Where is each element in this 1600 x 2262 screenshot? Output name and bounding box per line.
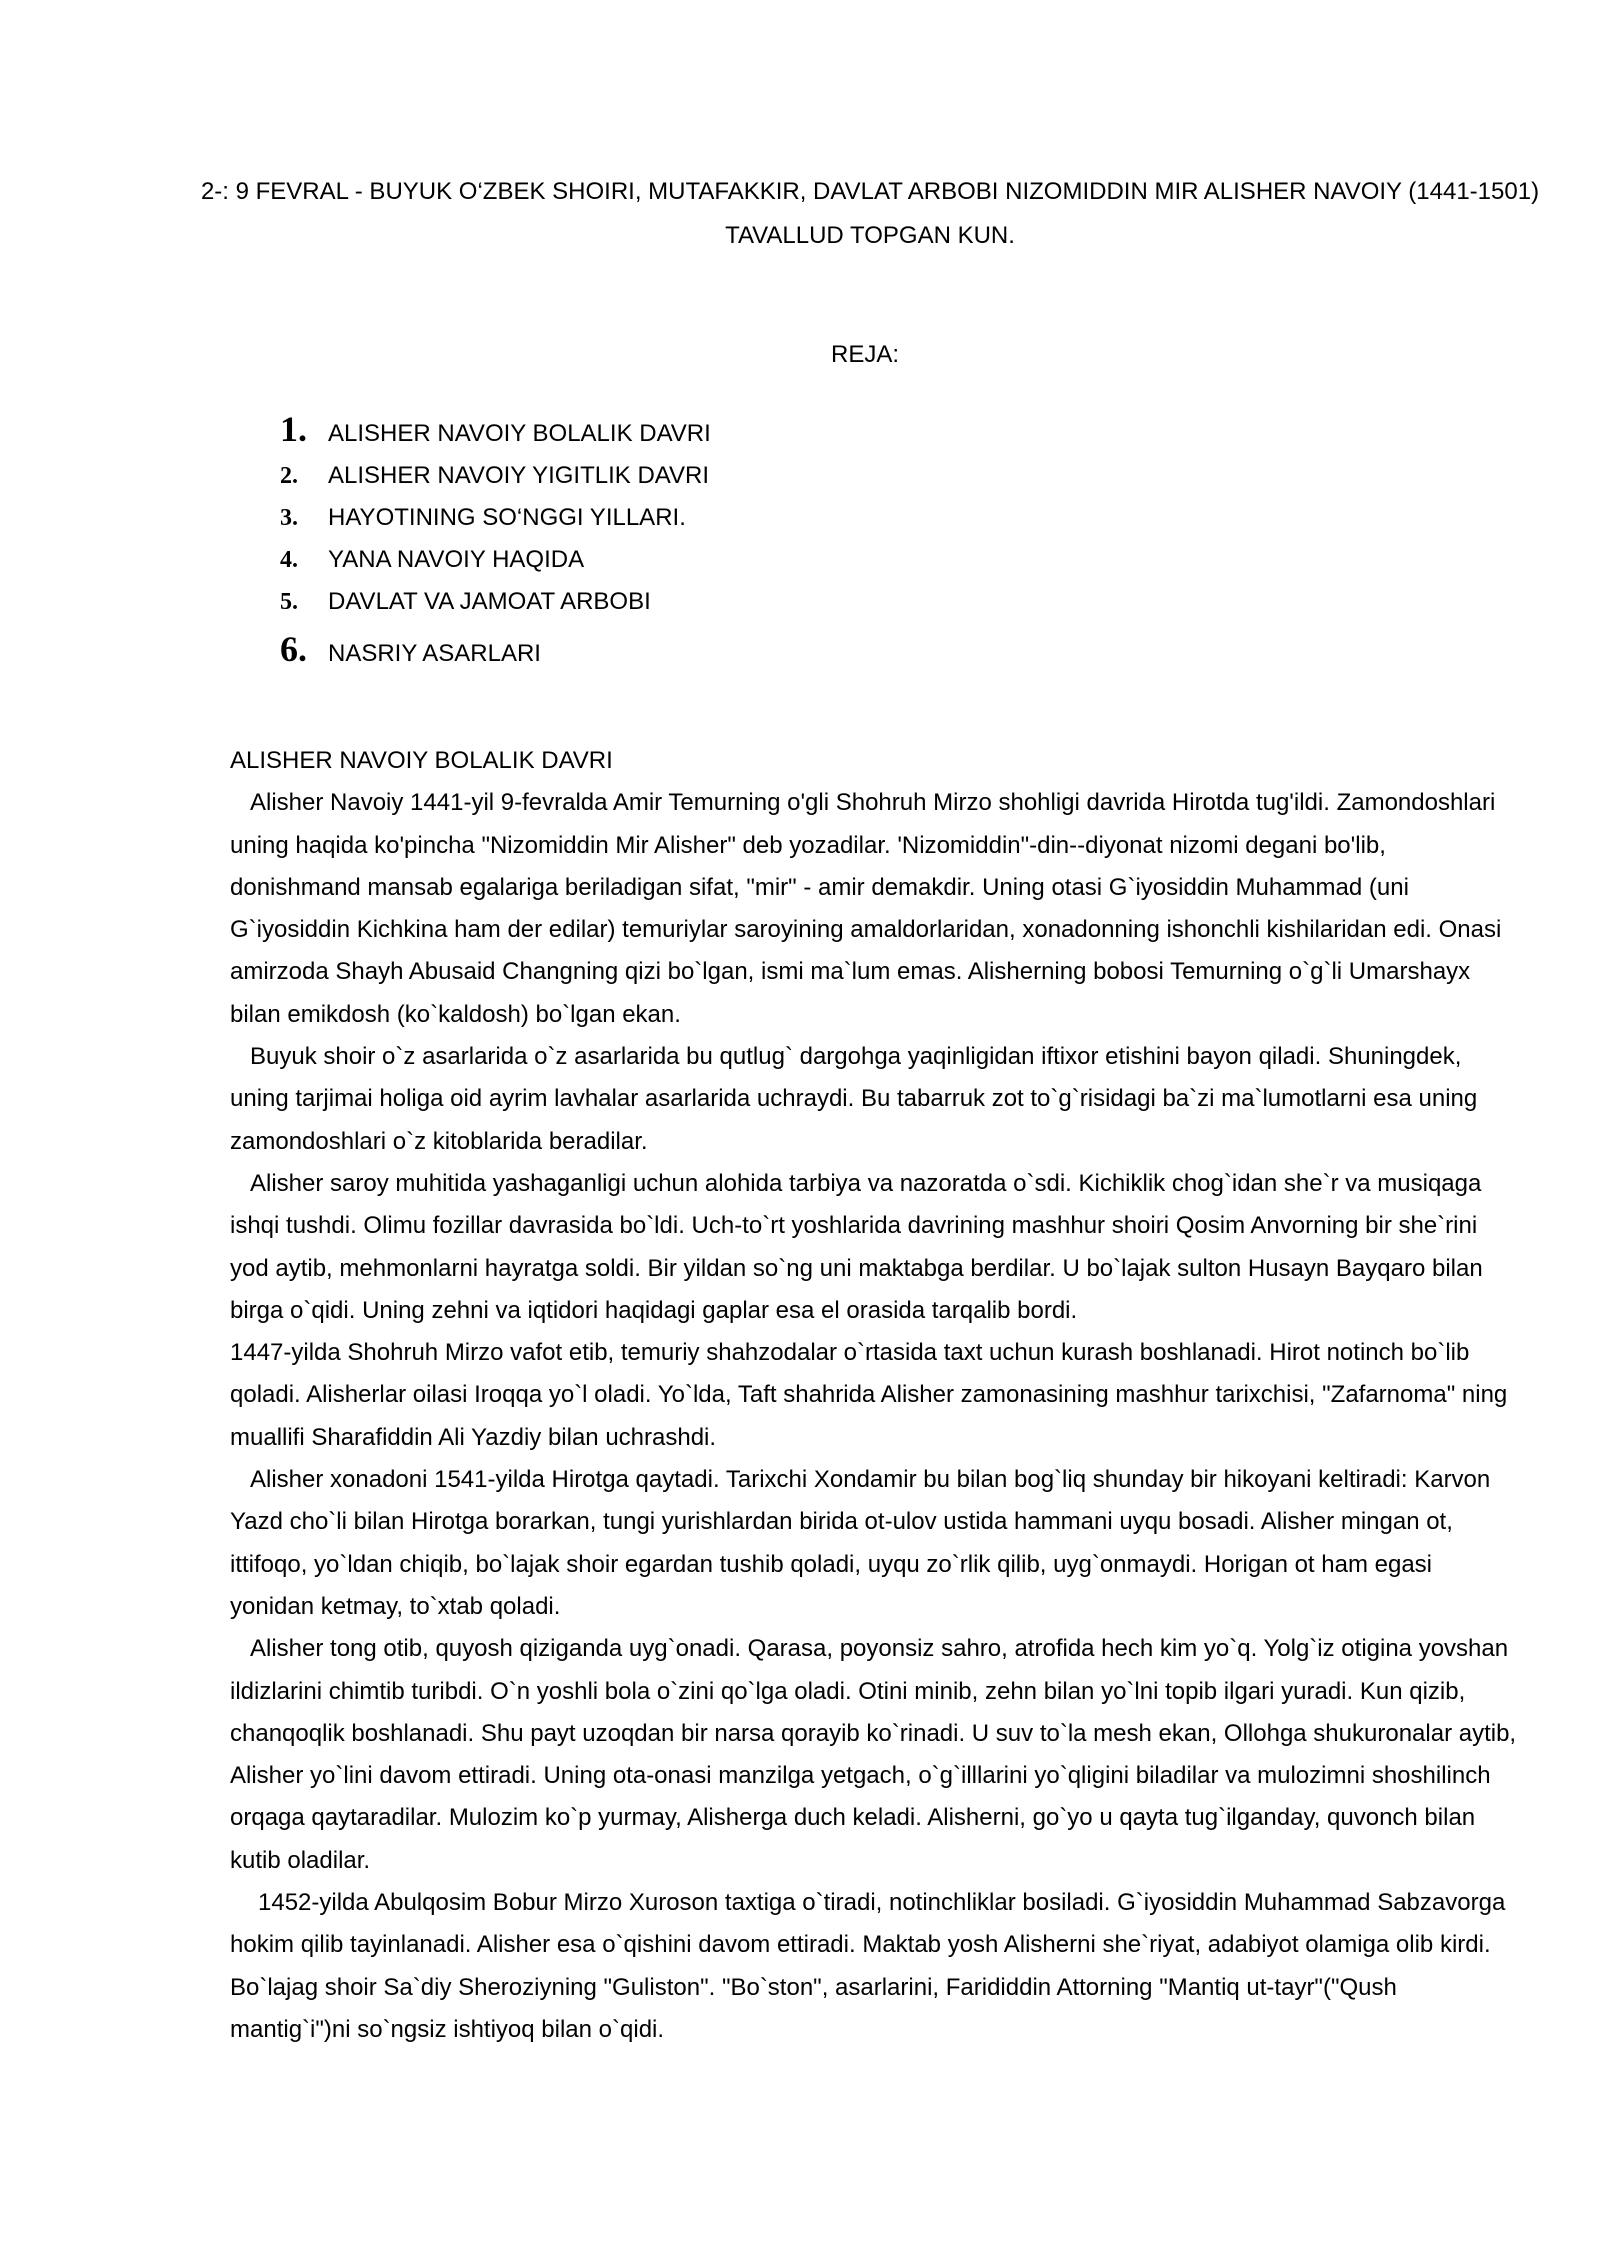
paragraph: 1452-yilda Abulqosim Bobur Mirzo Xuroson taxtiga o`tiradi, notinchliklar bosiladi. G`iyosiddin Muhammad Sabzavorga hokim qilib tayinlanadi. Alisher esa o`qishini davom ettiradi. Maktab yosh Alisherni she`riyat, adabiyot olamiga olib kirdi. Bo`lajag shoir Sa`diy Sheroziyning "Guliston". "Bo`ston", asarlarini, Farididdin Attorning "Mantiq ut-tayr"("Qush mantig`i")ni so`ngsiz ishtiyoq bilan o`qidi. [230,1889,1506,2043]
paragraph: Alisher xonadoni 1541-yilda Hirotga qaytadi. Tarixchi Xondamir bu bilan bog`liq shunday bir hikoyani keltiradi: Karvon Yazd cho`li bilan Hirotga borarkan, tungi yurishlardan birida ot-ulov ustida hammani uyqu bosadi. Alisher mingan ot, ittifoqo, yo`ldan chiqib, bo`lajak shoir egardan tushib qoladi, uyqu zo`rlik qilib, uyg`onmaydi. Horigan ot ham egasi yonidan ketmay, to`xtab qoladi. [230,1466,1491,1620]
plan-item-number: 2. [280,463,298,489]
plan-item [280,403,711,455]
plan-item [280,539,711,581]
plan-item [280,581,711,623]
plan-item [280,623,711,675]
plan-item [280,497,711,539]
plan-item-number: 5. [280,589,298,615]
paragraph: Alisher tong otib, quyosh qiziganda uyg`onadi. Qarasa, poyonsiz sahro, atrofida hech kim yo`q. Yolg`iz otigina yovshan ildizlarini chimtib turibdi. O`n yoshli bola o`zini qo`lga oladi. Otini minib, zehn bilan yo`lni topib ilgari yuradi. Kun qizib, chanqoqlik boshlanadi. Shu payt uzoqdan bir narsa qorayib ko`rinadi. U suv to`la mesh ekan, Ollohga shukuronalar aytib, Alisher yo`lini davom ettiradi. Uning ota-onasi manzilga yetgach, o`g`illlarini yo`qligini biladilar va mulozimni shoshilinch orqaga qaytaradilar. Mulozim ko`p yurmay, Alisherga duch keladi. Alisherni, go`yo u qayta tug`ilganday, quvonch bilan kutib oladilar. [230,1635,1517,1874]
plan-item-label: ALISHER NAVOIY YIGITLIK DAVRI [328,462,710,489]
document-title: 2-: 9 FEVRAL - BUYUK O‘ZBEK SHOIRI, MUTAFAKKIR, DAVLAT ARBOBI NIZOMIDDIN MIR ALISHER NAVOIY (1441-1501) TAVALLUD TOPGAN KUN. [200,178,1540,249]
plan-heading: REJA: [830,341,899,368]
plan-item-label: YANA NAVOIY HAQIDA [328,546,585,573]
plan-item-label: HAYOTINING SO‘NGGI YILLARI. [328,504,686,531]
document-body [230,740,1520,2051]
paragraph: Buyuk shoir o`z asarlarida o`z asarlarida bu qutlug` dargohga yaqinligidan iftixor etishini bayon qiladi. Shuningdek, uning tarjimai holiga oid ayrim lavhalar asarlarida uchraydi. Bu tabarruk zot to`g`risidagi ba`zi ma`lumotlarni esa uning zamondoshlari o`z kitoblarida beradilar. [230,1043,1478,1155]
paragraph: 1447-yilda Shohruh Mirzo vafot etib, temuriy shahzodalar o`rtasida taxt uchun kurash boshlanadi. Hirot notinch bo`lib qoladi. Alisherlar oilasi Iroqqa yo`l oladi. Yo`lda, Taft shahrida Alisher zamonasining mashhur tarixchisi, "Zafarnoma" ning muallifi Sharafiddin Ali Yazdiy bilan uchrashdi. [230,1339,1508,1451]
plan-list [280,403,711,675]
plan-item-number: 4. [280,547,298,573]
plan-item-label: NASRIY ASARLARI [328,640,541,667]
plan-item-number: 3. [280,505,298,531]
plan-item-number: 1. [280,409,307,449]
section-heading: ALISHER NAVOIY BOLALIK DAVRI [230,747,613,774]
paragraph: Alisher saroy muhitida yashaganligi uchun alohida tarbiya va nazoratda o`sdi. Kichiklik chog`idan she`r va musiqaga ishqi tushdi. Olimu fozillar davrasida bo`ldi. Uch-to`rt yoshlarida davrining mashhur shoiri Qosim Anvorning bir she`rini yod aytib, mehmonlarni hayratga soldi. Bir yildan so`ng uni maktabga berdilar. U bo`lajak sulton Husayn Bayqaro bilan birga o`qidi. Uning zehni va iqtidori haqidagi gaplar esa el orasida tarqalib bordi. [230,1169,1483,1324]
plan-item [280,455,711,497]
plan-item-label: DAVLAT VA JAMOAT ARBOBI [328,588,651,615]
plan-item-label: ALISHER NAVOIY BOLALIK DAVRI [328,420,711,447]
plan-item-number: 6. [280,629,307,669]
paragraph: Alisher Navoiy 1441-yil 9-fevralda Amir Temurning o'gli Shohruh Mirzo shohligi davrida Hirotda tug'ildi. Zamondoshlari uning haqida ko'pincha "Nizomiddin Mir Alisher" deb yozadilar. 'Nizomiddin"-din--diyonat nizomi degani bo'lib, donishmand mansab egalariga beriladigan sifat, "mir" - amir demakdir. Uning otasi G`iyosiddin Muhammad (uni G`iyosiddin Kichkina ham der edilar) temuriylar saroyining amaldorlaridan, xonadonning ishonchli kishilaridan edi. Onasi amirzoda Shayh Abusaid Changning qizi bo`lgan, ismi ma`lum emas. Alisherning bobosi Temurning o`g`li Umarshayx bilan emikdosh (ko`kaldosh) bo`lgan ekan. [230,789,1502,1028]
